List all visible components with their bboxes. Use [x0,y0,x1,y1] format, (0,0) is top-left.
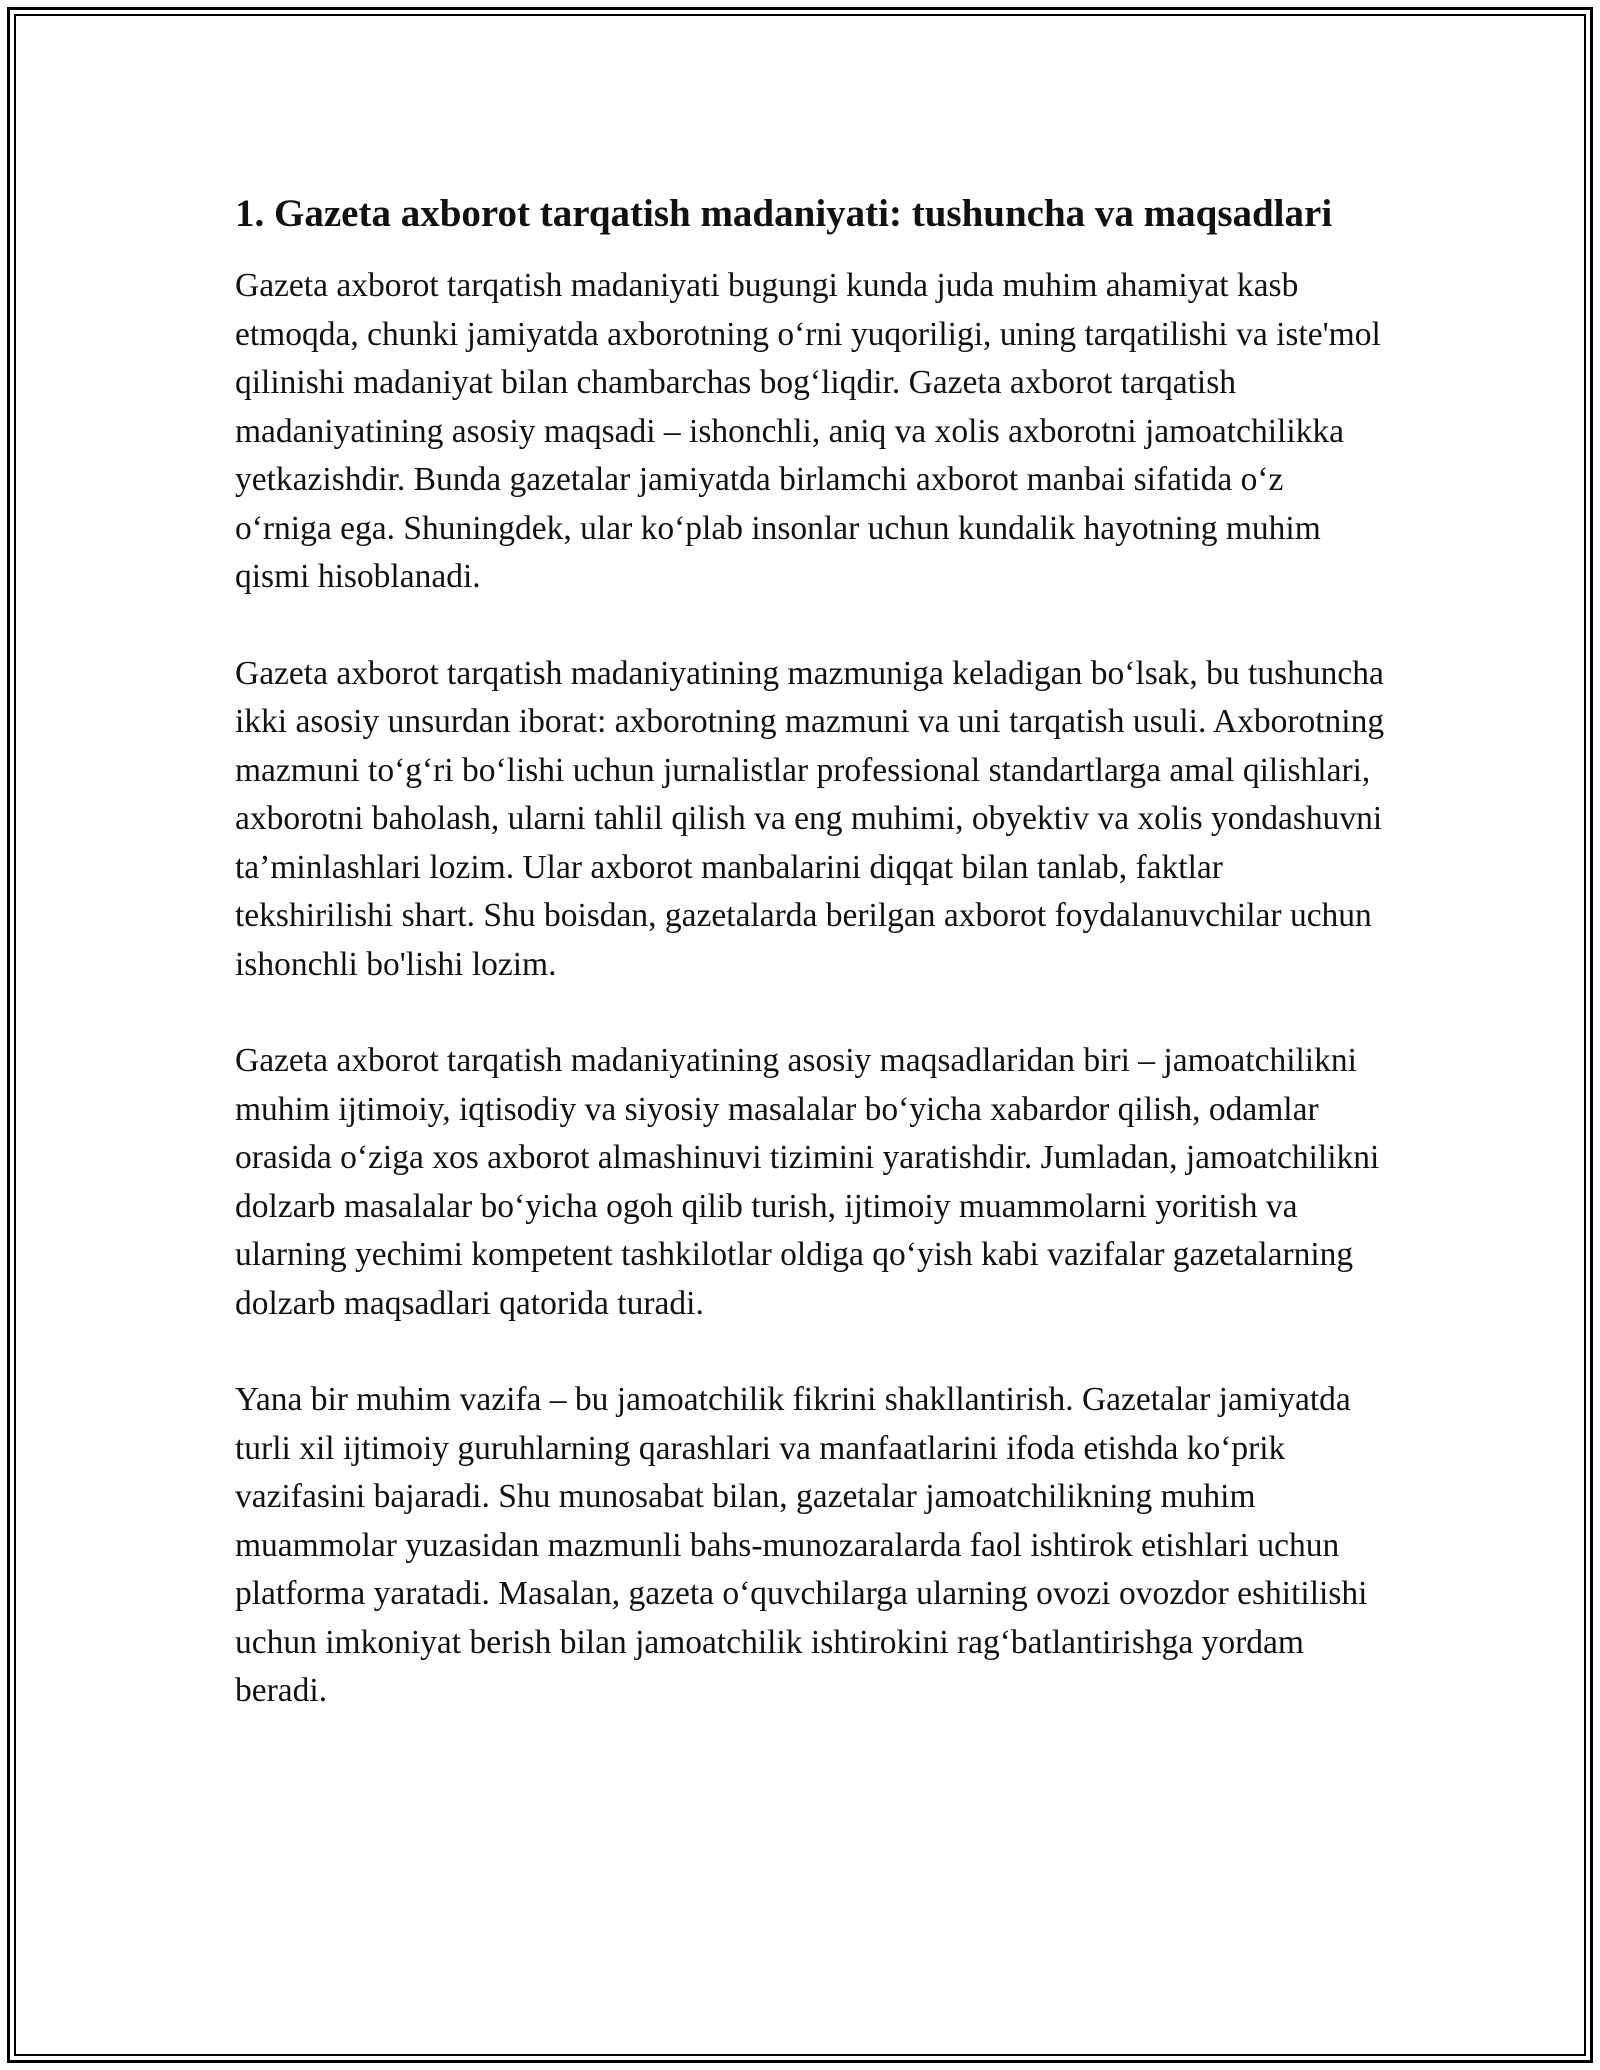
document-body [235,186,1385,1764]
paragraph-2: Gazeta axborot tarqatish madaniyatining mazmuniga keladigan bo‘lsak, bu tushuncha ikki asosiy unsurdan iborat: axborotning mazmuni va uni tarqatish usuli. Axborotning mazmuni to‘g‘ri bo‘lishi uchun jurnalistlar professional standartlarga amal qilishlari, axborotni baholash, ularni tahlil qilish va eng muhimi, obyektiv va xolis yondashuvni ta’minlashlari lozim. Ular axborot manbalarini diqqat bilan tanlab, faktlar tekshirilishi shart. Shu boisdan, gazetalarda berilgan axborot foydalanuvchilar uchun ishonchli bo'lishi lozim. [235,654,1385,983]
paragraph-1: Gazeta axborot tarqatish madaniyati bugungi kunda juda muhim ahamiyat kasb etmoqda, chunki jamiyatda axborotning o‘rni yuqoriligi, uning tarqatilishi va iste'mol qilinishi madaniyat bilan chambarchas bog‘liqdir. Gazeta axborot tarqatish madaniyatining asosiy maqsadi – ishonchli, aniq va xolis axborotni jamoatchilikka yetkazishdir. Bunda gazetalar jamiyatda birlamchi axborot manbai sifatida o‘z o‘rniga ega. Shuningdek, ular ko‘plab insonlar uchun kundalik hayotning muhim qismi hisoblanadi. [235,267,1381,595]
paragraph-3: Gazeta axborot tarqatish madaniyatining asosiy maqsadlaridan biri – jamoatchilikni muhim ijtimoiy, iqtisodiy va siyosiy masalalar bo‘yicha xabardor qilish, odamlar orasida o‘ziga xos axborot almashinuvi tizimini yaratishdir. Jumladan, jamoatchilikni dolzarb masalalar bo‘yicha ogoh qilib turish, ijtimoiy muammolarni yoritish va ularning yechimi kompetent tashkilotlar oldiga qo‘yish kabi vazifalar gazetalarning dolzarb maqsadlari qatorida turadi. [235,1042,1380,1322]
section-heading: 1. Gazeta axborot tarqatish madaniyati: tushuncha va maqsadlari [235,192,1333,235]
paragraph-4: Yana bir muhim vazifa – bu jamoatchilik fikrini shakllantirish. Gazetalar jamiyatda turli xil ijtimoiy guruhlarning qarashlari va manfaatlarini ifoda etishda ko‘prik vazifasini bajaradi. Shu munosabat bilan, gazetalar jamoatchilikning muhim muammolar yuzasidan mazmunli bahs-munozaralarda faol ishtirok etishlari uchun platforma yaratadi. Masalan, gazeta o‘quvchilarga ularning ovozi ovozdor eshitilishi uchun imkoniyat berish bilan jamoatchilik ishtirokini rag‘batlantirishga yordam beradi. [235,1381,1368,1709]
